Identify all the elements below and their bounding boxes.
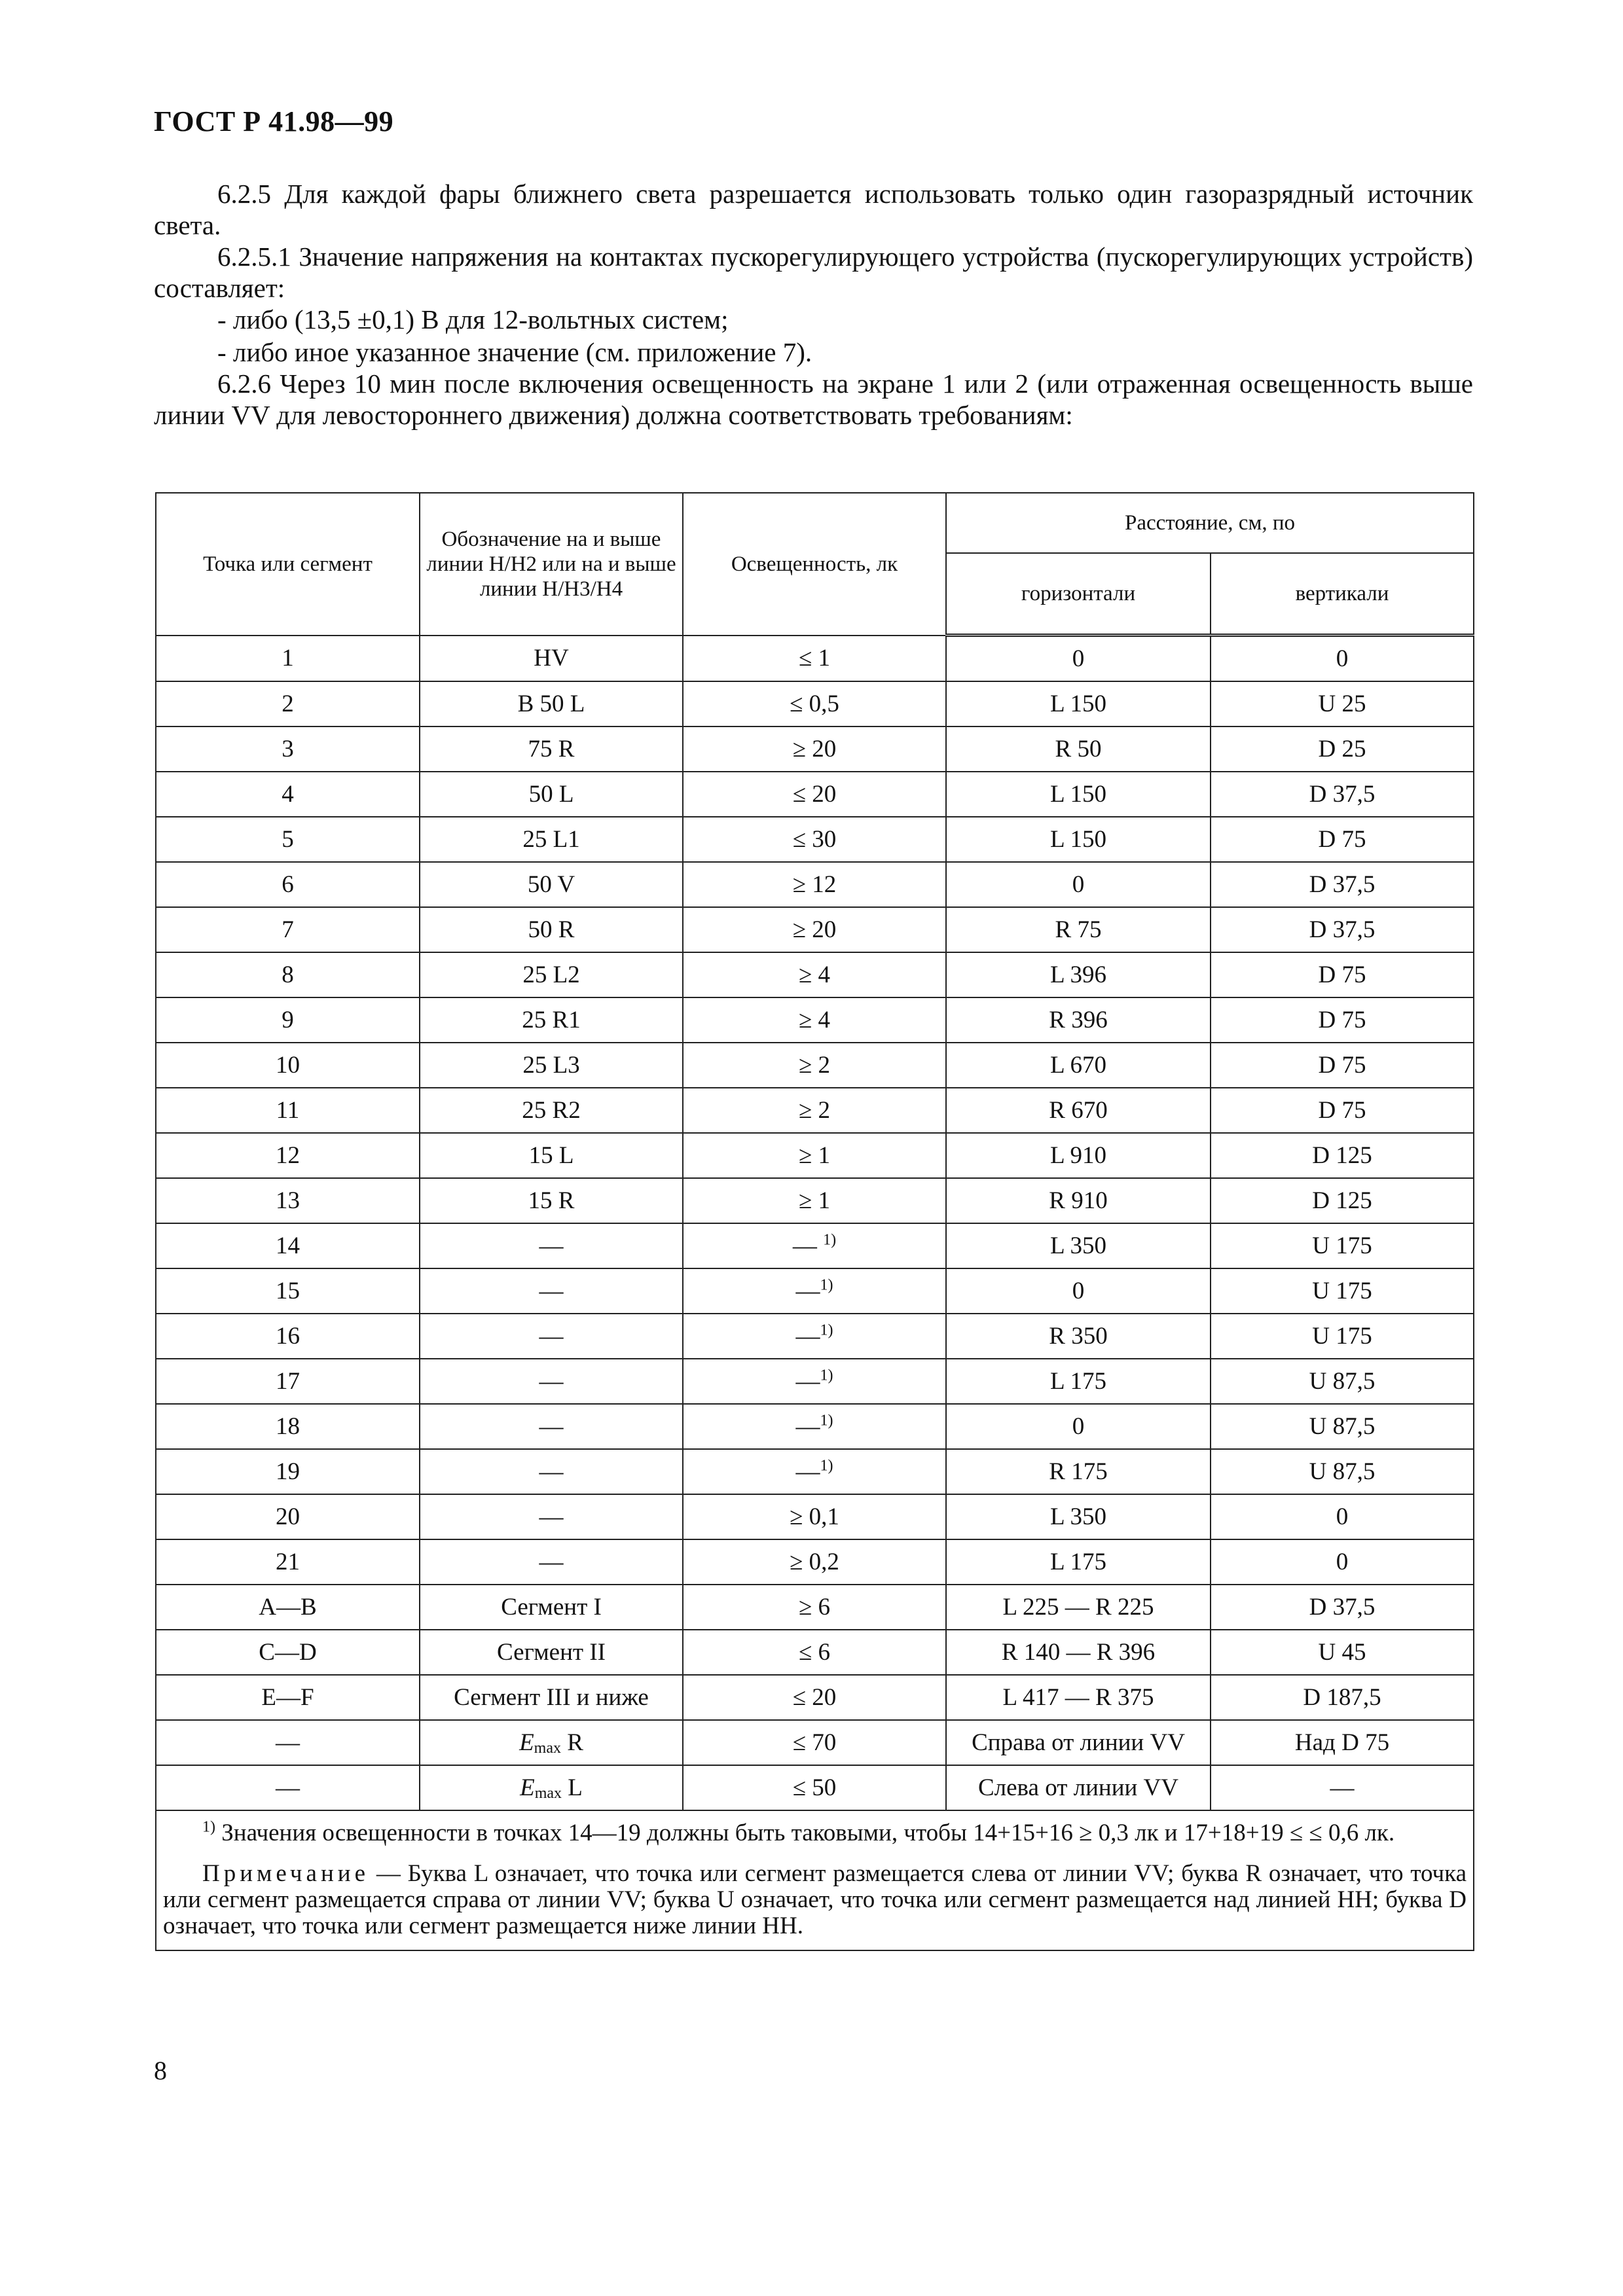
cell-horizontal: L 910 bbox=[946, 1133, 1211, 1178]
cell-horizontal: R 350 bbox=[946, 1314, 1211, 1359]
cell-point: 17 bbox=[156, 1359, 420, 1404]
cell-horizontal: 0 bbox=[946, 636, 1211, 682]
cell-vertical: D 75 bbox=[1211, 952, 1474, 997]
table-row bbox=[156, 1585, 1474, 1630]
footnote bbox=[163, 1820, 1467, 1846]
note-text: — Буква L означает, что точка или сегмент размещается слева от линии VV; буква R означает, что точка или сегмент размещается справа от линии VV; буква U означает, что точка или сегмент размещается над линией HH; буква D означает, что точка или сегмент размещается ниже линии HH. bbox=[163, 1860, 1467, 1939]
table-row bbox=[156, 1494, 1474, 1539]
illuminance-value: ≤ 20 bbox=[792, 781, 837, 808]
illuminance-value: ≥ 6 bbox=[798, 1594, 831, 1621]
header-vertical: вертикали bbox=[1211, 553, 1474, 636]
cell-vertical: D 37,5 bbox=[1211, 907, 1474, 952]
cell-designation: — bbox=[420, 1404, 683, 1449]
cell-vertical: U 45 bbox=[1211, 1630, 1474, 1675]
illuminance-value: ≤ 1 bbox=[798, 645, 831, 672]
table-row bbox=[156, 1268, 1474, 1314]
cell-horizontal: L 225 — R 225 bbox=[946, 1585, 1211, 1630]
cell-point: 21 bbox=[156, 1539, 420, 1585]
cell-illuminance bbox=[683, 1223, 946, 1268]
cell-point: 18 bbox=[156, 1404, 420, 1449]
cell-designation: HV bbox=[420, 636, 683, 682]
cell-vertical: Над D 75 bbox=[1211, 1720, 1474, 1765]
cell-point: 7 bbox=[156, 907, 420, 952]
cell-horizontal: L 175 bbox=[946, 1359, 1211, 1404]
cell-point: 20 bbox=[156, 1494, 420, 1539]
cell-horizontal: L 417 — R 375 bbox=[946, 1675, 1211, 1720]
cell-point: E—F bbox=[156, 1675, 420, 1720]
header-designation: Обозначение на и выше линии H/H2 или на и выше линии H/H3/H4 bbox=[420, 493, 683, 636]
emax-side: R bbox=[561, 1729, 583, 1756]
cell-designation: Сегмент II bbox=[420, 1630, 683, 1675]
illuminance-value: ≥ 2 bbox=[798, 1097, 831, 1124]
cell-illuminance bbox=[683, 772, 946, 817]
cell-horizontal: R 396 bbox=[946, 997, 1211, 1043]
cell-illuminance: ≤ 50 bbox=[683, 1765, 946, 1810]
cell-point: 1 bbox=[156, 636, 420, 682]
cell-illuminance bbox=[683, 862, 946, 907]
table-row bbox=[156, 1223, 1474, 1268]
table-row-emax bbox=[156, 1765, 1474, 1810]
cell-illuminance bbox=[683, 1314, 946, 1359]
table-row bbox=[156, 817, 1474, 862]
page-number: 8 bbox=[154, 2056, 167, 2085]
cell-vertical: D 37,5 bbox=[1211, 1585, 1474, 1630]
table-row bbox=[156, 1449, 1474, 1494]
table-row bbox=[156, 1133, 1474, 1178]
cell-designation: 50 R bbox=[420, 907, 683, 952]
cell-horizontal: L 350 bbox=[946, 1494, 1211, 1539]
cell-vertical: D 75 bbox=[1211, 1088, 1474, 1133]
cell-vertical: U 175 bbox=[1211, 1223, 1474, 1268]
paragraph-list-item-2: - либо иное указанное значение (см. приложение 7). bbox=[217, 337, 812, 367]
table-row-emax bbox=[156, 1720, 1474, 1765]
cell-point: — bbox=[156, 1765, 420, 1810]
cell-designation: 25 R1 bbox=[420, 997, 683, 1043]
cell-point: — bbox=[156, 1720, 420, 1765]
table-row bbox=[156, 636, 1474, 682]
illuminance-value: ≥ 1 bbox=[798, 1142, 831, 1169]
cell-horizontal: L 175 bbox=[946, 1539, 1211, 1585]
cell-point: 6 bbox=[156, 862, 420, 907]
cell-illuminance bbox=[683, 1585, 946, 1630]
cell-designation bbox=[420, 1720, 683, 1765]
cell-designation: 25 R2 bbox=[420, 1088, 683, 1133]
illuminance-value: ≤ 30 bbox=[792, 826, 837, 853]
cell-designation: 75 R bbox=[420, 726, 683, 772]
illuminance-value: ≥ 4 bbox=[798, 1007, 831, 1033]
paragraph-6-2-6: 6.2.6 Через 10 мин после включения освещенность на экране 1 или 2 (или отраженная освещенность выше линии VV для левостороннего движения) должна соответствовать требованиям: bbox=[154, 368, 1473, 430]
cell-point: 4 bbox=[156, 772, 420, 817]
cell-vertical: D 25 bbox=[1211, 726, 1474, 772]
cell-horizontal: R 75 bbox=[946, 907, 1211, 952]
cell-vertical: D 125 bbox=[1211, 1133, 1474, 1178]
table-row bbox=[156, 997, 1474, 1043]
cell-vertical: D 75 bbox=[1211, 997, 1474, 1043]
cell-designation: 15 R bbox=[420, 1178, 683, 1223]
cell-point: 8 bbox=[156, 952, 420, 997]
cell-horizontal: 0 bbox=[946, 1404, 1211, 1449]
cell-illuminance bbox=[683, 997, 946, 1043]
header-illuminance: Освещенность, лк bbox=[683, 493, 946, 636]
cell-vertical: D 37,5 bbox=[1211, 772, 1474, 817]
table-row bbox=[156, 1675, 1474, 1720]
cell-horizontal: L 670 bbox=[946, 1043, 1211, 1088]
illuminance-value: ≥ 20 bbox=[792, 736, 837, 762]
illuminance-value: ≥ 1 bbox=[798, 1187, 831, 1214]
table-row bbox=[156, 1178, 1474, 1223]
cell-designation: — bbox=[420, 1223, 683, 1268]
cell-horizontal: R 175 bbox=[946, 1449, 1211, 1494]
cell-illuminance bbox=[683, 817, 946, 862]
cell-illuminance bbox=[683, 1449, 946, 1494]
table-row bbox=[156, 1314, 1474, 1359]
cell-vertical: D 75 bbox=[1211, 1043, 1474, 1088]
cell-designation: 50 V bbox=[420, 862, 683, 907]
cell-point: 5 bbox=[156, 817, 420, 862]
cell-designation: 15 L bbox=[420, 1133, 683, 1178]
cell-horizontal: L 396 bbox=[946, 952, 1211, 997]
cell-vertical: 0 bbox=[1211, 636, 1474, 682]
cell-point: 15 bbox=[156, 1268, 420, 1314]
table-row bbox=[156, 1088, 1474, 1133]
table-notes bbox=[156, 1810, 1474, 1950]
cell-illuminance bbox=[683, 726, 946, 772]
cell-point: C—D bbox=[156, 1630, 420, 1675]
cell-vertical: D 37,5 bbox=[1211, 862, 1474, 907]
cell-point: 14 bbox=[156, 1223, 420, 1268]
cell-horizontal: L 350 bbox=[946, 1223, 1211, 1268]
illuminance-value: — bbox=[795, 1368, 820, 1395]
cell-horizontal: 0 bbox=[946, 862, 1211, 907]
cell-illuminance bbox=[683, 1359, 946, 1404]
cell-designation: 25 L3 bbox=[420, 1043, 683, 1088]
cell-designation: — bbox=[420, 1449, 683, 1494]
illuminance-value: ≤ 0,5 bbox=[790, 691, 839, 717]
emax-side: L bbox=[562, 1774, 583, 1801]
header-horizontal: горизонтали bbox=[946, 553, 1211, 636]
illuminance-value: ≥ 0,1 bbox=[790, 1503, 839, 1530]
cell-vertical: U 87,5 bbox=[1211, 1449, 1474, 1494]
illuminance-value: ≤ 20 bbox=[792, 1684, 837, 1711]
cell-designation: — bbox=[420, 1494, 683, 1539]
illuminance-value: ≤ 6 bbox=[798, 1639, 831, 1666]
cell-illuminance bbox=[683, 1088, 946, 1133]
cell-illuminance bbox=[683, 952, 946, 997]
header-distance: Расстояние, см, по bbox=[946, 493, 1474, 553]
cell-designation: Сегмент III и ниже bbox=[420, 1675, 683, 1720]
cell-illuminance bbox=[683, 907, 946, 952]
cell-illuminance: ≤ 70 bbox=[683, 1720, 946, 1765]
note bbox=[163, 1861, 1467, 1939]
table-row bbox=[156, 1359, 1474, 1404]
footnote-ref: 1) bbox=[820, 1412, 833, 1429]
table-row bbox=[156, 681, 1474, 726]
cell-point: 11 bbox=[156, 1088, 420, 1133]
emax-symbol: E bbox=[520, 1774, 535, 1801]
cell-designation: B 50 L bbox=[420, 681, 683, 726]
cell-illuminance bbox=[683, 636, 946, 682]
cell-illuminance bbox=[683, 1675, 946, 1720]
table-row bbox=[156, 1404, 1474, 1449]
cell-point: 19 bbox=[156, 1449, 420, 1494]
paragraph-6-2-5-1: 6.2.5.1 Значение напряжения на контактах пускорегулирующего устройства (пускорегулирующих устройств) составляет: bbox=[154, 242, 1473, 303]
illuminance-value: — bbox=[795, 1413, 820, 1440]
cell-designation: — bbox=[420, 1314, 683, 1359]
illuminance-value: ≥ 12 bbox=[792, 871, 837, 898]
cell-horizontal: L 150 bbox=[946, 817, 1211, 862]
emax-subscript: max bbox=[534, 1739, 561, 1757]
footnote-ref: 1) bbox=[823, 1231, 837, 1249]
cell-vertical: D 187,5 bbox=[1211, 1675, 1474, 1720]
illuminance-value: — bbox=[792, 1232, 824, 1259]
footnote-ref: 1) bbox=[820, 1321, 833, 1339]
paragraph-list-item-1: - либо (13,5 ±0,1) В для 12-вольтных систем; bbox=[217, 304, 729, 334]
table-row bbox=[156, 1043, 1474, 1088]
cell-illuminance bbox=[683, 1043, 946, 1088]
footnote-mark: 1) bbox=[202, 1818, 215, 1836]
cell-horizontal: R 910 bbox=[946, 1178, 1211, 1223]
cell-vertical: U 87,5 bbox=[1211, 1404, 1474, 1449]
cell-horizontal: R 670 bbox=[946, 1088, 1211, 1133]
footnote-ref: 1) bbox=[820, 1457, 833, 1475]
cell-illuminance bbox=[683, 1630, 946, 1675]
cell-point: 13 bbox=[156, 1178, 420, 1223]
cell-horizontal: L 150 bbox=[946, 772, 1211, 817]
emax-subscript: max bbox=[534, 1784, 562, 1802]
cell-point: 3 bbox=[156, 726, 420, 772]
illuminance-value: — bbox=[795, 1278, 820, 1304]
table-row bbox=[156, 726, 1474, 772]
cell-point: A—B bbox=[156, 1585, 420, 1630]
cell-illuminance bbox=[683, 1133, 946, 1178]
table-row bbox=[156, 1630, 1474, 1675]
footnote-ref: 1) bbox=[820, 1367, 833, 1384]
footnote-ref: 1) bbox=[820, 1276, 833, 1294]
cell-illuminance bbox=[683, 681, 946, 726]
cell-illuminance bbox=[683, 1494, 946, 1539]
table-body bbox=[156, 636, 1474, 1811]
table-row bbox=[156, 952, 1474, 997]
cell-illuminance bbox=[683, 1404, 946, 1449]
cell-horizontal: Слева от линии VV bbox=[946, 1765, 1211, 1810]
cell-vertical: U 175 bbox=[1211, 1268, 1474, 1314]
cell-point: 12 bbox=[156, 1133, 420, 1178]
cell-horizontal: R 140 — R 396 bbox=[946, 1630, 1211, 1675]
table-row bbox=[156, 862, 1474, 907]
footnote-text: Значения освещенности в точках 14—19 должны быть таковыми, чтобы 14+15+16 ≥ 0,3 лк и 17+18+19 ≤ ≤ 0,6 лк. bbox=[215, 1820, 1395, 1846]
illuminance-value: ≥ 20 bbox=[792, 916, 837, 943]
cell-designation bbox=[420, 1765, 683, 1810]
table-row bbox=[156, 772, 1474, 817]
cell-designation: — bbox=[420, 1359, 683, 1404]
illuminance-value: — bbox=[795, 1323, 820, 1350]
illuminance-value: ≥ 4 bbox=[798, 961, 831, 988]
cell-vertical: D 125 bbox=[1211, 1178, 1474, 1223]
note-label: Примечание bbox=[202, 1860, 369, 1887]
cell-vertical: D 75 bbox=[1211, 817, 1474, 862]
cell-horizontal: R 50 bbox=[946, 726, 1211, 772]
cell-vertical: U 175 bbox=[1211, 1314, 1474, 1359]
cell-horizontal: 0 bbox=[946, 1268, 1211, 1314]
illuminance-value: ≥ 0,2 bbox=[790, 1549, 839, 1575]
table-row bbox=[156, 1539, 1474, 1585]
cell-vertical: U 25 bbox=[1211, 681, 1474, 726]
cell-designation: — bbox=[420, 1539, 683, 1585]
paragraph-6-2-5: 6.2.5 Для каждой фары ближнего света разрешается использовать только один газоразрядный источник света. bbox=[154, 179, 1473, 240]
illuminance-value: ≥ 2 bbox=[798, 1052, 831, 1079]
cell-vertical: 0 bbox=[1211, 1494, 1474, 1539]
cell-point: 9 bbox=[156, 997, 420, 1043]
document-id: ГОСТ Р 41.98—99 bbox=[154, 105, 394, 137]
illuminance-table bbox=[155, 492, 1474, 1951]
cell-point: 2 bbox=[156, 681, 420, 726]
cell-vertical: 0 bbox=[1211, 1539, 1474, 1585]
cell-vertical: U 87,5 bbox=[1211, 1359, 1474, 1404]
illuminance-value: — bbox=[795, 1458, 820, 1485]
cell-point: 16 bbox=[156, 1314, 420, 1359]
cell-point: 10 bbox=[156, 1043, 420, 1088]
cell-illuminance bbox=[683, 1539, 946, 1585]
cell-illuminance bbox=[683, 1268, 946, 1314]
emax-symbol: E bbox=[519, 1729, 534, 1756]
cell-designation: 25 L1 bbox=[420, 817, 683, 862]
cell-illuminance bbox=[683, 1178, 946, 1223]
cell-horizontal: Справа от линии VV bbox=[946, 1720, 1211, 1765]
cell-vertical: — bbox=[1211, 1765, 1474, 1810]
header-point: Точка или сегмент bbox=[156, 493, 420, 636]
cell-designation: Сегмент I bbox=[420, 1585, 683, 1630]
table-row bbox=[156, 907, 1474, 952]
cell-designation: 25 L2 bbox=[420, 952, 683, 997]
cell-designation: — bbox=[420, 1268, 683, 1314]
cell-designation: 50 L bbox=[420, 772, 683, 817]
cell-horizontal: L 150 bbox=[946, 681, 1211, 726]
